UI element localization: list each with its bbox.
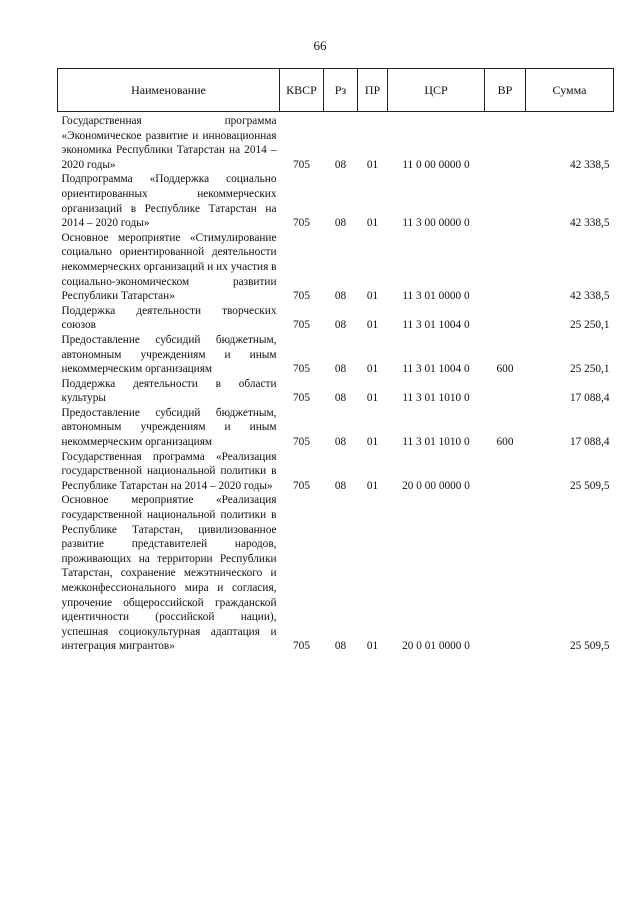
table-row [58, 231, 614, 304]
row-vr [485, 493, 526, 654]
row-vr [485, 172, 526, 230]
row-vr: 600 [496, 363, 514, 376]
row-pr: 01 [366, 158, 379, 171]
row-rz: 08 [334, 479, 347, 492]
table-row [58, 406, 614, 450]
row-csr: 11 0 00 0000 0 [402, 158, 470, 171]
row-pr: 01 [366, 363, 379, 376]
row-vr [485, 450, 526, 494]
row-pr: 01 [366, 290, 379, 303]
header-vr: ВР [485, 69, 526, 112]
header-kvsr: КВСР [280, 69, 324, 112]
row-csr: 20 0 00 0000 0 [402, 479, 470, 492]
header-name: Наименование [58, 69, 280, 112]
row-csr: 11 3 01 1004 0 [402, 363, 470, 376]
row-rz: 08 [334, 290, 347, 303]
row-rz: 08 [334, 392, 347, 405]
row-kvsr: 705 [293, 479, 310, 492]
row-csr: 20 0 01 0000 0 [402, 640, 470, 653]
row-rz: 08 [334, 158, 347, 171]
row-pr: 01 [366, 217, 379, 230]
row-vr [485, 112, 526, 173]
row-sum: 42 338,5 [569, 217, 610, 230]
row-pr: 01 [366, 319, 379, 332]
header-pr: ПР [358, 69, 388, 112]
row-pr: 01 [366, 479, 379, 492]
row-name: Предоставление субсидий бюджетным, автономным учреждениям и иным некоммерческим организациям [61, 406, 277, 449]
row-rz: 08 [334, 640, 347, 653]
row-name: Предоставление субсидий бюджетным, автономным учреждениям и иным некоммерческим организациям [61, 333, 277, 376]
table-row [58, 304, 614, 333]
row-name: Подпрограмма «Поддержка социально ориентированных некоммерческих организаций в Республике Татарстан на 2014 – 2020 годы» [61, 173, 277, 230]
row-rz: 08 [334, 436, 347, 449]
table-row [58, 333, 614, 377]
row-csr: 11 3 01 1010 0 [402, 392, 470, 405]
row-name: Поддержка деятельности творческих союзов [61, 304, 277, 332]
header-csr: ЦСР [388, 69, 485, 112]
header-row [58, 69, 614, 112]
row-sum: 25 250,1 [569, 363, 610, 376]
row-sum: 42 338,5 [569, 290, 610, 303]
row-sum: 25 250,1 [569, 319, 610, 332]
page-number: 66 [313, 38, 327, 53]
table-row [58, 450, 614, 494]
row-kvsr: 705 [293, 217, 310, 230]
row-sum: 25 509,5 [569, 640, 610, 653]
row-pr: 01 [366, 392, 379, 405]
table-row [58, 112, 614, 173]
table-row [58, 377, 614, 406]
row-csr: 11 3 01 1010 0 [402, 436, 470, 449]
row-rz: 08 [334, 217, 347, 230]
row-sum: 17 088,4 [569, 436, 610, 449]
row-vr: 600 [496, 436, 514, 449]
row-rz: 08 [334, 319, 347, 332]
row-name: Поддержка деятельности в области культуры [61, 377, 277, 405]
row-pr: 01 [366, 436, 379, 449]
row-sum: 42 338,5 [569, 158, 610, 171]
budget-table [57, 68, 614, 654]
row-sum: 25 509,5 [569, 479, 610, 492]
row-pr: 01 [366, 640, 379, 653]
row-name: Основное мероприятие «Стимулирование социально ориентированной деятельности некоммерческих организаций и их участия в социально-экономическом развитии Республики Татарстан» [61, 231, 277, 303]
row-kvsr: 705 [293, 392, 310, 405]
row-name: Государственная программа «Реализация государственной национальной политики в Республике Татарстан на 2014 – 2020 годы» [61, 450, 277, 492]
row-kvsr: 705 [293, 363, 310, 376]
row-name: Основное мероприятие «Реализация государственной национальной политики в Республике Татарстан, цивилизованное развитие представителей народов, проживающих на территории Республики Татарстан, сохранение межэтнического и межконфессионального мира и согласия, упрочение общероссийской гражданской идентичности (российской нации), успешная социокультурная адаптация и интеграция мигрантов» [61, 494, 277, 653]
row-kvsr: 705 [293, 319, 310, 332]
row-csr: 11 3 00 0000 0 [402, 217, 470, 230]
row-kvsr: 705 [293, 290, 310, 303]
row-sum: 17 088,4 [569, 392, 610, 405]
header-rz: Рз [324, 69, 358, 112]
table-row [58, 172, 614, 230]
row-kvsr: 705 [293, 640, 310, 653]
row-csr: 11 3 01 1004 0 [402, 319, 470, 332]
row-name: Государственная программа «Экономическое развитие и инновационная экономика Республики Татарстан на 2014 – 2020 годы» [61, 115, 277, 171]
row-rz: 08 [334, 363, 347, 376]
row-vr [485, 231, 526, 304]
row-kvsr: 705 [293, 158, 310, 171]
row-kvsr: 705 [293, 436, 310, 449]
row-vr [485, 304, 526, 333]
row-csr: 11 3 01 0000 0 [402, 290, 470, 303]
row-vr [485, 377, 526, 406]
table-row [58, 493, 614, 654]
header-sum: Сумма [526, 69, 614, 112]
